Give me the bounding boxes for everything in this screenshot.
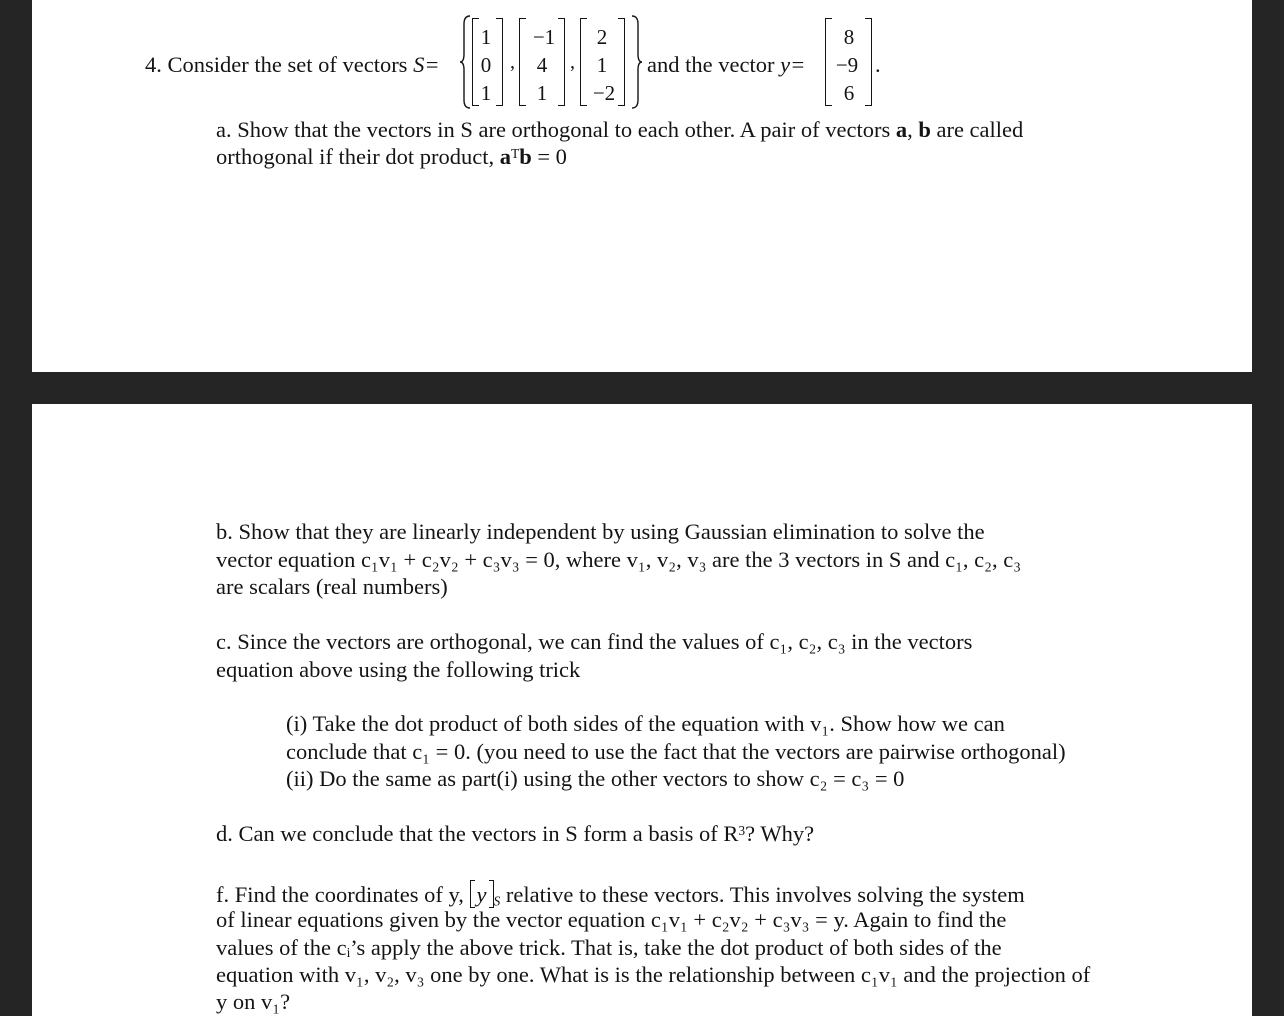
y-entry: 6 (843, 81, 855, 105)
part-a-line2 (216, 146, 567, 169)
part-a-text: = 0 (531, 144, 567, 169)
part-b-line2: vector equation c₁v₁ + c₂v₂ + c₃v₃ = 0, where v₁, v₂, v₃ are the 3 vectors in S and c₁, c₂, c₃ (216, 547, 1022, 572)
part-c-ii-line1: (ii) Do the same as part(i) using the other vectors to show c₂ = c₃ = 0 (286, 766, 905, 791)
part-c-i-line2: conclude that c₁ = 0. (you need to use the fact that the vectors are pairwise orthogonal) (286, 739, 1066, 764)
set-symbol: S= (413, 52, 440, 77)
v1-entry: 1 (480, 81, 492, 105)
part-b-line1: b. Show that they are linearly independent by using Gaussian elimination to solve the (216, 519, 985, 544)
part-d-line (216, 823, 814, 846)
coord-left-bracket (470, 880, 475, 908)
page-top (32, 0, 1252, 372)
part-f-line4: equation with v₁, v₂, v₃ one by one. What is is the relationship between c₁v₁ and the projection of (216, 962, 1091, 987)
comma: , (570, 51, 575, 73)
part-f-text: relative to these vectors. This involves solving the system (500, 882, 1025, 907)
v3-entry: −2 (592, 81, 616, 105)
part-c-line2: equation above using the following trick (216, 657, 581, 682)
part-f-line1 (216, 880, 1025, 908)
exponent: 3 (738, 822, 746, 838)
separator: , (907, 117, 919, 142)
part-a-text: are called (930, 117, 1024, 142)
y-symbol: y (476, 882, 487, 907)
problem-intro (145, 54, 440, 77)
mid-text: and the vector (647, 52, 781, 77)
part-a-text: a. Show that the vectors in S are orthogonal to each other. A pair of vectors (216, 117, 896, 142)
part-f-line2: of linear equations given by the vector equation c₁v₁ + c₂v₂ + c₃v₃ = y. Again to find the (216, 907, 1007, 932)
part-f-line3: values of the cᵢ’s apply the above trick. That is, take the dot product of both sides of the (216, 935, 1002, 960)
period: . (875, 52, 881, 77)
part-a-line1 (216, 119, 1023, 142)
v2-entry: −1 (532, 25, 556, 49)
part-f-text: f. Find the coordinates of y, (216, 882, 470, 907)
v3-entry: 2 (596, 25, 608, 49)
part-c-i-line1: (i) Take the dot product of both sides of the equation with v₁. Show how we can (286, 711, 1005, 736)
v2-entry: 1 (536, 81, 548, 105)
vector-b: b (519, 144, 532, 169)
vector-a: a (499, 144, 511, 169)
part-b-line3: are scalars (real numbers) (216, 574, 448, 599)
vector-b: b (918, 117, 931, 142)
subscript-s: S (493, 893, 501, 909)
part-c-line1: c. Since the vectors are orthogonal, we can find the values of c₁, c₂, c₃ in the vectors (216, 629, 973, 654)
v1-entry: 0 (480, 53, 492, 77)
set-open-brace (460, 14, 470, 110)
v1-entry: 1 (480, 25, 492, 49)
set-close-brace (630, 14, 640, 110)
y-symbol: y= (780, 52, 806, 77)
vector-a: a (895, 117, 908, 142)
page-bottom (32, 404, 1252, 1016)
problem-prefix: 4. Consider the set of vectors (145, 52, 414, 77)
y-entry: −9 (835, 53, 859, 77)
transpose-mark: T (510, 145, 520, 161)
part-d-text: d. Can we conclude that the vectors in S form a basis of R (216, 821, 739, 846)
v3-entry: 1 (596, 53, 608, 77)
y-entry: 8 (843, 25, 855, 49)
part-f-line5: y on v₁? (216, 989, 291, 1014)
part-a-text: orthogonal if their dot product, (216, 144, 500, 169)
v2-entry: 4 (536, 53, 548, 77)
part-d-text: ? Why? (745, 821, 815, 846)
comma: , (510, 51, 515, 73)
problem-mid (647, 54, 805, 77)
